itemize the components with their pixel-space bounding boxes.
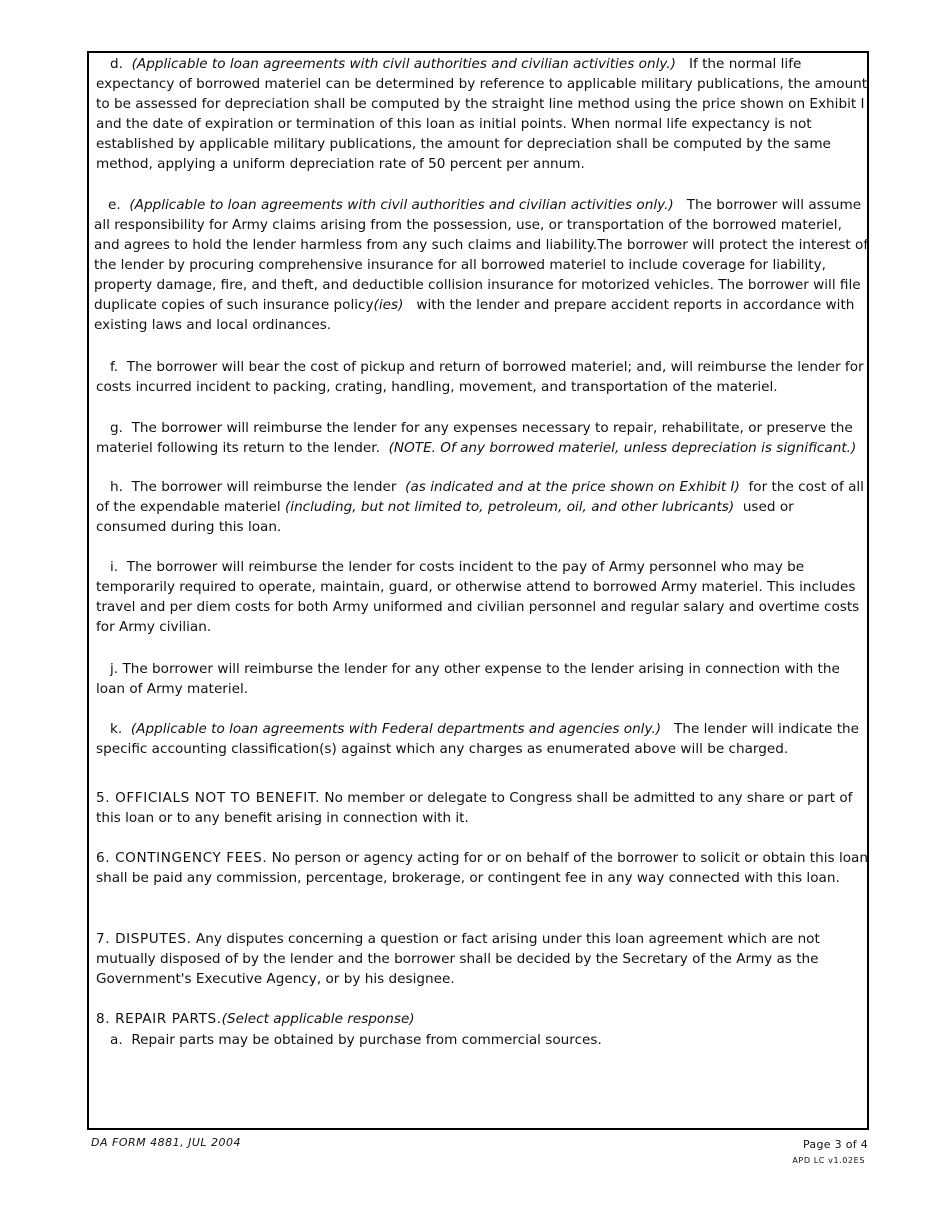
paragraph-g: [96, 418, 868, 458]
paragraph-g-text: The borrower will reimburse the lender for any expenses necessary to repair, rehabilitate, or preserve the materiel following its return to the lender.: [96, 420, 853, 456]
paragraph-e: [94, 195, 870, 335]
paragraph-i: [96, 557, 868, 637]
paragraph-j-text: The borrower will reimburse the lender for any other expense to the lender arising in connection with the loan of Army materiel.: [96, 661, 840, 697]
paragraph-k: [96, 719, 868, 759]
paragraph-d: [96, 54, 868, 174]
paragraph-h-italic-a: (as indicated and at the price shown on Exhibit I): [405, 479, 740, 495]
form-id: DA FORM 4881, JUL 2004: [91, 1136, 242, 1149]
section-5-heading: 5. OFFICIALS NOT TO BENEFIT.: [96, 790, 321, 806]
paragraph-j-label: j.: [110, 661, 119, 677]
paragraph-g-label: g.: [110, 420, 123, 436]
section-8-instruction: (Select applicable response): [221, 1011, 415, 1027]
paragraph-e-text-b: with the lender and prepare accident reports in accordance with existing laws and local ordinances.: [94, 297, 855, 333]
paragraph-k-text: The lender will indicate the specific accounting classification(s) against which any charges as enumerated above will be charged.: [96, 721, 860, 757]
section-7-text: Any disputes concerning a question or fact arising under this loan agreement which are not mutually disposed of by the lender and the borrower shall be decided by the Secretary of the Army as the Government's Executive Agency, or by his designee.: [96, 931, 820, 987]
form-version: APD LC v1.02ES: [792, 1156, 865, 1165]
section-6: [96, 848, 868, 888]
paragraph-h-label: h.: [110, 479, 123, 495]
section-5: [96, 788, 868, 828]
paragraph-f-label: f.: [110, 359, 119, 375]
paragraph-f: [96, 357, 868, 397]
paragraph-e-text-a: The borrower will assume all responsibility for Army claims arising from the possession, use, or transportation of the borrowed materiel, and agrees to hold the lender harmless from any such claims and liability.The borrower will protect the interest of the lender by procuring comprehensive insurance for all borrowed materiel to include coverage for liability, property damage, fire, and theft, and deductible collision insurance for motorized vehicles. The borrower will file duplicate copies of such insurance policy: [94, 197, 869, 313]
section-7-heading: 7. DISPUTES.: [96, 931, 192, 947]
paragraph-g-note: (NOTE. Of any borrowed materiel, unless depreciation is significant.): [388, 440, 857, 456]
paragraph-k-qualifier: (Applicable to loan agreements with Federal departments and agencies only.): [130, 721, 662, 737]
paragraph-h-text-a: The borrower will reimburse the lender: [131, 479, 397, 495]
paragraph-f-text: The borrower will bear the cost of pickup and return of borrowed materiel; and, will reimburse the lender for costs incurred incident to packing, crating, handling, movement, and transportation of the materiel.: [96, 359, 864, 395]
paragraph-h-text-b: for the cost of all of the expendable materiel: [96, 479, 864, 515]
paragraph-j: [96, 659, 870, 699]
section-8-option-a-text: Repair parts may be obtained by purchase from commercial sources.: [131, 1032, 602, 1048]
section-7: [96, 929, 868, 989]
paragraph-k-label: k.: [110, 721, 123, 737]
section-8-heading: 8. REPAIR PARTS.: [96, 1011, 222, 1027]
section-6-heading: 6. CONTINGENCY FEES.: [96, 850, 268, 866]
section-8-option-a[interactable]: [110, 1030, 868, 1050]
section-8: [96, 1009, 868, 1029]
paragraph-i-text: The borrower will reimburse the lender for costs incident to the pay of Army personnel who may be temporarily required to operate, maintain, guard, or otherwise attend to borrowed Army materiel. This includes travel and per diem costs for both Army uniformed and civilian personnel and regular salary and overtime costs for Army civilian.: [96, 559, 860, 635]
paragraph-i-label: i.: [110, 559, 119, 575]
page-number: Page 3 of 4: [802, 1138, 868, 1151]
paragraph-d-qualifier: (Applicable to loan agreements with civil authorities and civilian activities only.): [131, 56, 676, 72]
paragraph-e-label: e.: [108, 197, 121, 213]
section-6-text: No person or agency acting for or on behalf of the borrower to solicit or obtain this loan shall be paid any commission, percentage, brokerage, or contingent fee in any way connected with this loan.: [96, 850, 868, 886]
paragraph-h: [96, 477, 868, 537]
paragraph-e-ies: (ies): [373, 297, 404, 313]
paragraph-d-label: d.: [110, 56, 123, 72]
section-8-option-a-label: a.: [110, 1032, 123, 1048]
paragraph-e-qualifier: (Applicable to loan agreements with civil authorities and civilian activities only.): [129, 197, 674, 213]
paragraph-h-text-c: used or consumed during this loan.: [96, 499, 794, 535]
paragraph-h-italic-b: (including, but not limited to, petroleum, oil, and other lubricants): [284, 499, 735, 515]
section-5-text: No member or delegate to Congress shall be admitted to any share or part of this loan or to any benefit arising in connection with it.: [96, 790, 853, 826]
paragraph-d-text: If the normal life expectancy of borrowed materiel can be determined by reference to applicable military publications, the amount to be assessed for depreciation shall be computed by the straight line method using the price shown on Exhibit I and the date of expiration or termination of this loan as initial points. When normal life expectancy is not established by applicable military publications, the amount for depreciation shall be computed by the same method, applying a uniform depreciation rate of 50 percent per annum.: [96, 56, 868, 172]
